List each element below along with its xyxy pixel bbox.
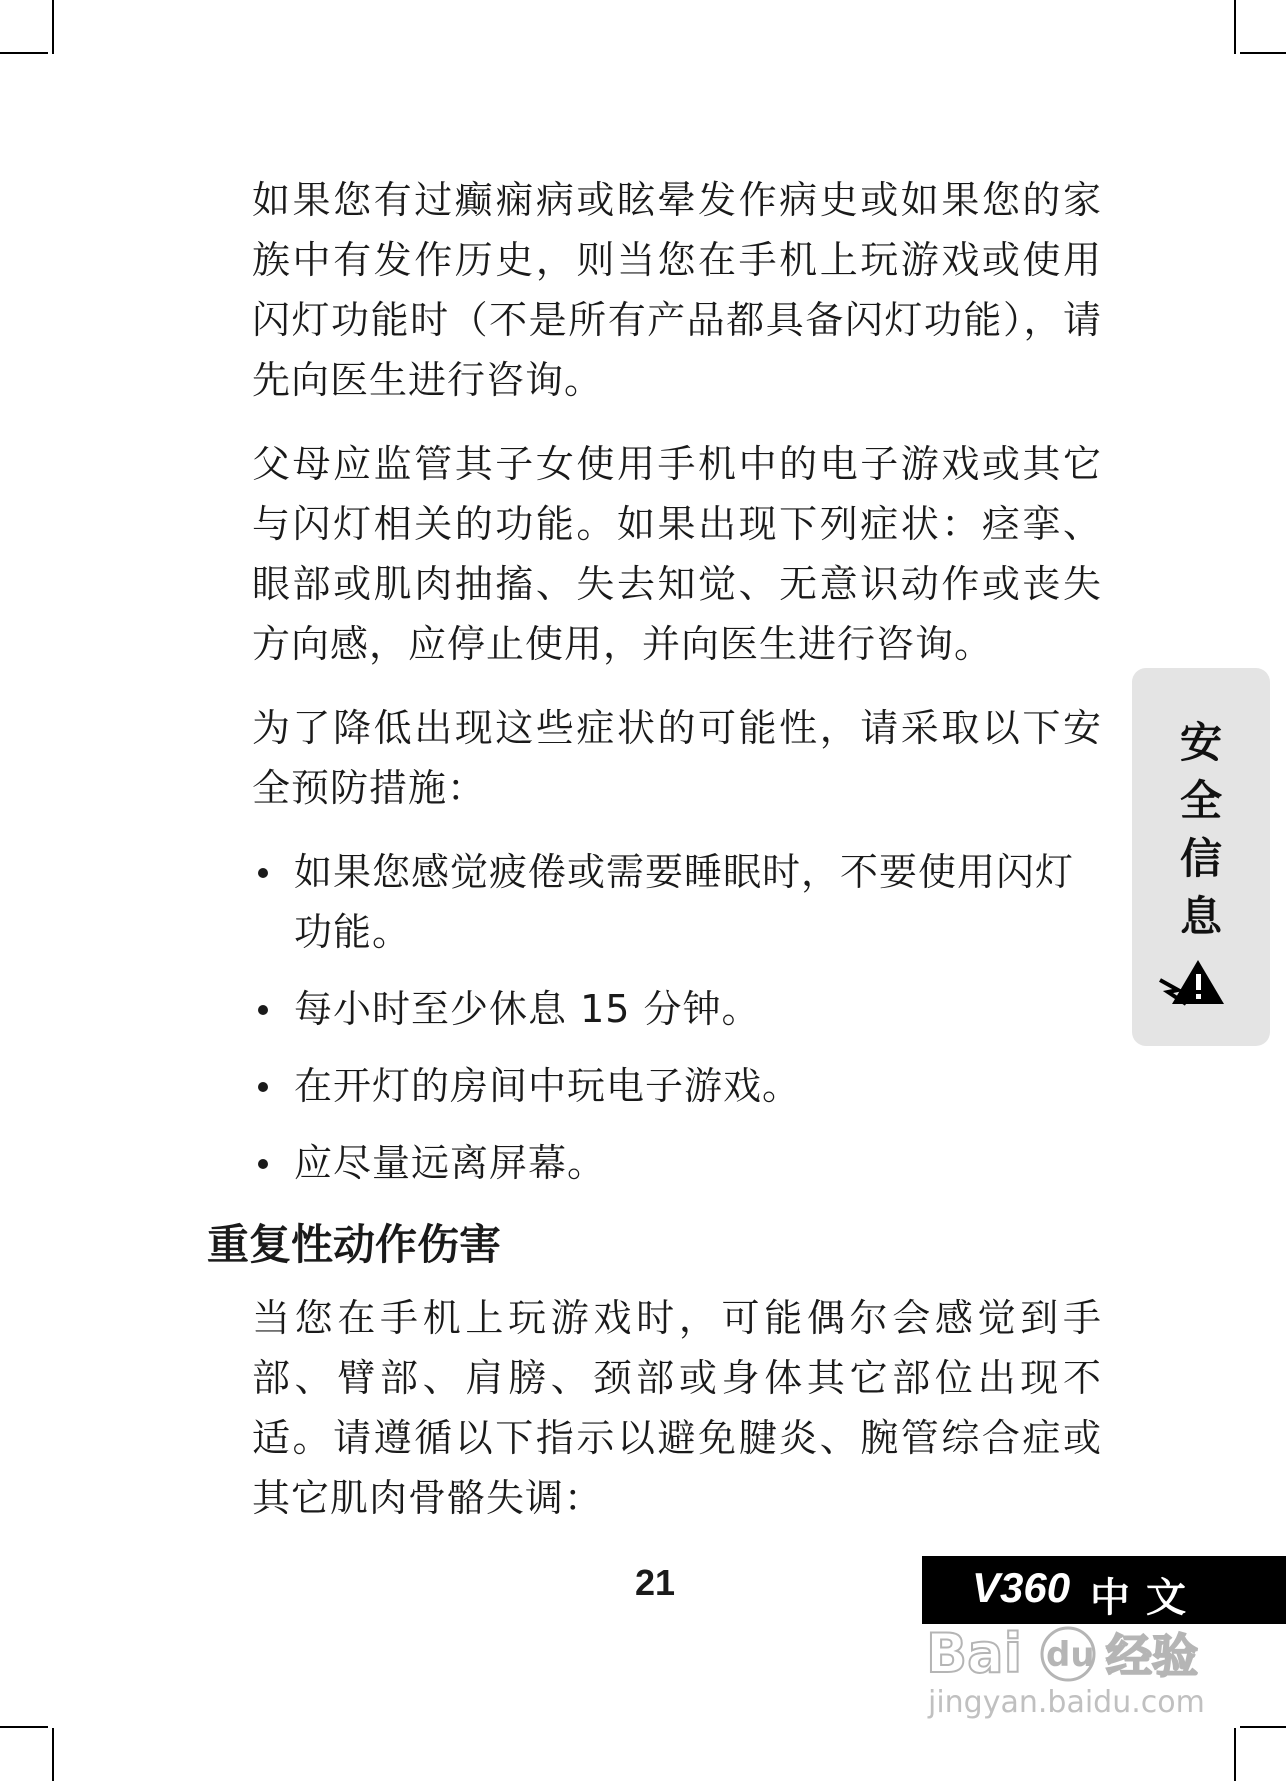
svg-text:du: du (1046, 1635, 1095, 1675)
svg-text:Bai: Bai (926, 1622, 1023, 1685)
warning-lightning-icon (1156, 958, 1226, 1008)
page-number: 21 (634, 1562, 676, 1603)
list-item: 应尽量远离屏幕。 (252, 1133, 1102, 1193)
section-heading: 重复性动作伤害 (207, 1220, 502, 1269)
crop-mark (1234, 1728, 1236, 1781)
crop-mark (1240, 52, 1286, 54)
crop-mark (52, 1728, 54, 1781)
paragraph-parental-supervision: 父母应监管其子女使用手机中的电子游戏或其它与闪灯相关的功能。如果出现下列症状：痉挛、眼部或肌肉抽搐、失去知觉、无意识动作或丧失方向感，应停止使用，并向医生进行咨询。 (252, 442, 1102, 666)
paragraph-repetitive-motion: 当您在手机上玩游戏时，可能偶尔会感觉到手部、臂部、肩膀、颈部或身体其它部位出现不适。请遵循以下指示以避免腱炎、腕管综合症或其它肌肉骨骼失调： (252, 1296, 1102, 1520)
model-name: V360 (972, 1564, 1071, 1611)
list-item: 每小时至少休息 15 分钟。 (252, 979, 1102, 1039)
crop-mark (1234, 0, 1236, 54)
section-content (252, 1288, 1102, 1552)
svg-text:经验: 经验 (1106, 1629, 1198, 1683)
crop-mark (1240, 1726, 1286, 1728)
main-content (252, 170, 1102, 1210)
list-item: 如果您感觉疲倦或需要睡眠时，不要使用闪灯功能。 (252, 842, 1102, 962)
baidu-jingyan-watermark (918, 1616, 1238, 1726)
crop-mark (52, 0, 54, 54)
paragraph-precautions-intro: 为了降低出现这些症状的可能性，请采取以下安全预防措施： (252, 706, 1102, 810)
crop-mark (0, 52, 48, 54)
precautions-list (252, 842, 1102, 1193)
side-tab-safety-info (1132, 668, 1270, 1046)
footer-model-bar (922, 1556, 1286, 1624)
list-item: 在开灯的房间中玩电子游戏。 (252, 1056, 1102, 1116)
crop-mark (0, 1726, 48, 1728)
side-tab-label (1132, 714, 1270, 946)
paragraph-epilepsy-warning: 如果您有过癫痫病或眩晕发作病史或如果您的家族中有发作历史，则当您在手机上玩游戏或使用闪灯功能时（不是所有产品都具备闪灯功能），请先向医生进行咨询。 (252, 178, 1102, 402)
side-tab-text: 安全信息 (1179, 718, 1222, 941)
language-label: 中文 (1090, 1575, 1202, 1621)
svg-text:jingyan.baidu.com: jingyan.baidu.com (928, 1685, 1205, 1720)
